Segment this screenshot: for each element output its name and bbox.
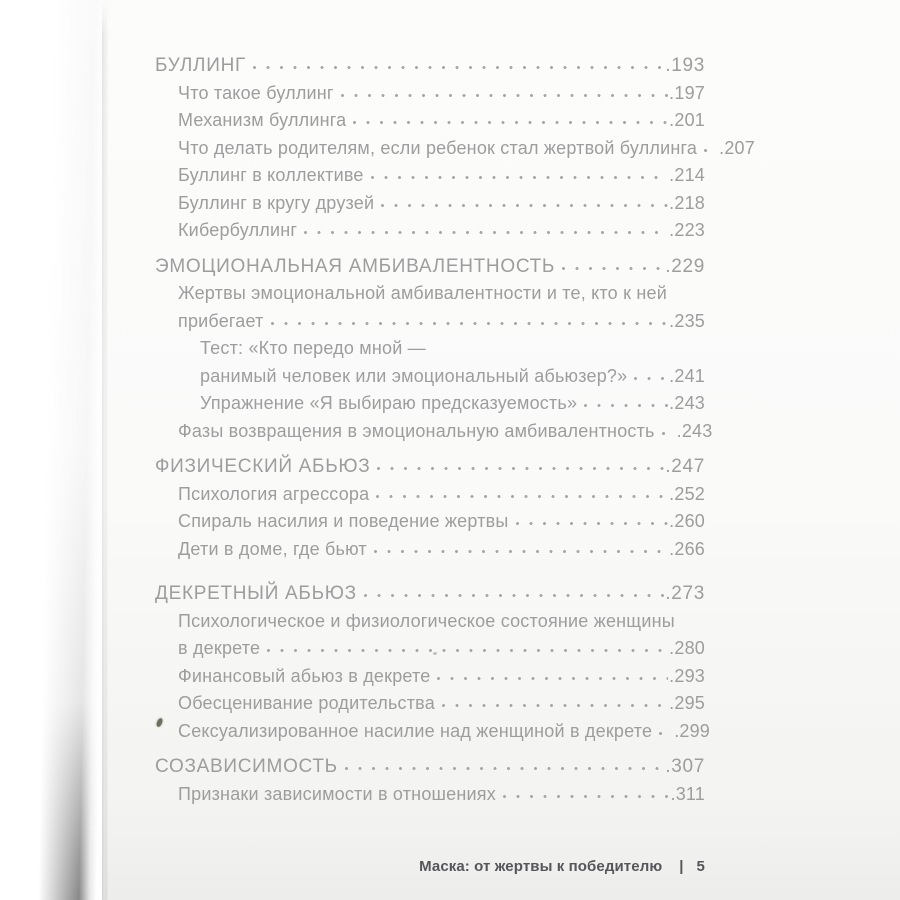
dot-leader: [437, 668, 668, 682]
toc-entry-row: [155, 508, 705, 536]
dot-leader: [516, 513, 669, 527]
toc-entry-title: прибегает: [178, 310, 264, 331]
dot-leader: [345, 758, 664, 772]
toc-entry-page: . 218: [669, 190, 705, 218]
toc-entry-title: в декрете: [178, 638, 261, 658]
dot-leader: [634, 368, 668, 382]
dot-leader: [377, 458, 664, 472]
toc-section: [155, 52, 755, 245]
toc-entry-row: [155, 217, 705, 245]
toc-section-title: БУЛЛИНГ: [155, 55, 246, 76]
toc-entry-page: . 247: [665, 453, 705, 481]
toc-entry-row: [155, 308, 705, 336]
footer-book-title: Маска: от жертвы к победителю: [419, 858, 663, 875]
toc-entry-page: . 201: [669, 107, 705, 135]
toc-entry-page: . 197: [669, 80, 705, 108]
toc-entry-title: Психология агрессора: [178, 483, 370, 504]
dot-leader: [584, 395, 668, 409]
toc-entry-row: [155, 280, 705, 308]
dot-leader: [364, 585, 664, 599]
page-footer: [419, 858, 705, 875]
toc-entry-row: [155, 608, 705, 636]
dot-leader: [442, 695, 668, 709]
toc-section-title: ДЕКРЕТНЫЙ АБЬЮЗ: [155, 583, 357, 604]
toc-section-row: [155, 453, 705, 481]
toc-section-row: [155, 580, 705, 608]
toc-entry-title: Жертвы эмоциональной амбивалентности и те, кто к ней: [178, 283, 667, 303]
toc-entry-row: [155, 162, 705, 190]
dot-leader: [562, 258, 664, 272]
dot-leader: [659, 723, 673, 737]
toc-section-title: ФИЗИЧЕСКИЙ АБЬЮЗ: [155, 456, 371, 477]
dot-leader: [271, 313, 669, 327]
toc-entry-title: Признаки зависимости в отношениях: [178, 783, 496, 804]
toc-entry-title: Спираль насилия и поведение жертвы: [178, 511, 509, 531]
toc-entry-page: . 207: [719, 135, 755, 163]
toc-section: [155, 753, 705, 808]
toc-entry-title: Фазы возвращения в эмоциональную амбивалентность: [178, 420, 655, 441]
toc-section-title: ЭМОЦИОНАЛЬНАЯ АМБИВАЛЕНТНОСТЬ: [155, 255, 556, 277]
toc-entry-page: . 293: [669, 663, 705, 691]
dot-leader: [704, 140, 718, 154]
toc-entry-page: . 243: [677, 418, 713, 446]
toc-entry-page: . 280: [669, 635, 705, 663]
toc-entry-row: [155, 481, 705, 509]
toc-entry-title: Что такое буллинг: [178, 82, 334, 103]
toc-entry-row: [155, 390, 705, 418]
toc-entry-row: [155, 80, 705, 108]
toc-entry-title: Обесценивание родительства: [178, 693, 435, 713]
toc-entry-row: [155, 107, 705, 135]
dot-leader: [376, 486, 668, 500]
toc-entry-title: Буллинг в коллективе: [178, 165, 364, 185]
dot-leader: [353, 112, 668, 126]
toc-entry-row: [155, 635, 705, 663]
toc-entry-title: Что делать родителям, если ребенок стал жертвой буллинга: [178, 137, 698, 158]
toc-entry-page: . 235: [669, 308, 705, 336]
toc-entry-page: . 243: [669, 390, 705, 418]
dot-leader: [267, 640, 668, 654]
toc-section-row: [155, 753, 705, 781]
toc-section: [155, 453, 705, 563]
toc-entry-page: . 252: [669, 481, 705, 509]
page: [105, 0, 900, 900]
toc-entry-page: . 214: [669, 162, 705, 190]
toc-entry-page: . 241: [669, 363, 705, 391]
footer-page-number: 5: [696, 858, 705, 875]
toc-entry-row: [155, 536, 705, 564]
toc-entry-title: Дети в доме, где бьют: [178, 538, 367, 559]
toc-section-row: [155, 52, 705, 80]
dot-leader: [374, 541, 668, 555]
dot-leader: [381, 195, 668, 209]
toc-entry-title: ранимый человек или эмоциональный абьюзер?»: [200, 365, 628, 386]
toc-entry-page: . 223: [669, 217, 705, 245]
footer-separator: |: [679, 858, 684, 875]
toc-entry-page: . 307: [665, 753, 705, 781]
toc-entry-page: . 193: [665, 52, 705, 80]
toc-entry-page: . 229: [665, 253, 705, 281]
dot-leader: [503, 786, 670, 800]
toc-entry-row: [155, 663, 705, 691]
spine-shadow: [38, 0, 112, 900]
toc-entry-row: [155, 135, 755, 163]
toc-entry-page: . 266: [669, 536, 705, 564]
toc-entry-page: . 311: [671, 781, 706, 809]
toc-entry-row: [155, 335, 705, 363]
toc-entry-row: [155, 690, 705, 718]
dot-leader: [304, 222, 668, 236]
dot-leader: [371, 167, 669, 181]
toc-entry-row: [155, 418, 713, 446]
dot-leader: [341, 85, 668, 99]
toc-entry-row: [155, 781, 705, 809]
toc-section-title: СОЗАВИСИМОСТЬ: [155, 756, 338, 777]
toc-section: [155, 253, 713, 446]
toc-entry-title: Кибербуллинг: [178, 220, 298, 240]
toc-entry-title: Механизм буллинга: [178, 110, 347, 130]
toc: [155, 52, 755, 808]
toc-entry-page: . 295: [669, 690, 705, 718]
dot-leader: [253, 57, 664, 71]
toc-entry-title: Финансовый абьюз в декрете: [178, 665, 431, 686]
toc-entry-page: . 273: [665, 580, 705, 608]
toc-entry-title: Психологическое и физиологическое состояние женщины: [178, 610, 675, 631]
toc-entry-page: . 299: [674, 718, 710, 746]
dot-leader: [662, 423, 676, 437]
toc-entry-row: [155, 718, 711, 746]
toc-section: [155, 580, 711, 745]
toc-entry-row: [155, 190, 705, 218]
toc-entry-title: Тест: «Кто передо мной —: [200, 338, 426, 358]
toc-entry-title: Буллинг в кругу друзей: [178, 192, 375, 213]
toc-entry-title: Упражнение «Я выбираю предсказуемость»: [200, 393, 578, 413]
toc-entry-row: [155, 363, 705, 391]
toc-section-row: [155, 253, 705, 281]
toc-entry-title: Сексуализированное насилие над женщиной в декрете: [178, 720, 653, 741]
toc-entry-page: . 260: [669, 508, 705, 536]
